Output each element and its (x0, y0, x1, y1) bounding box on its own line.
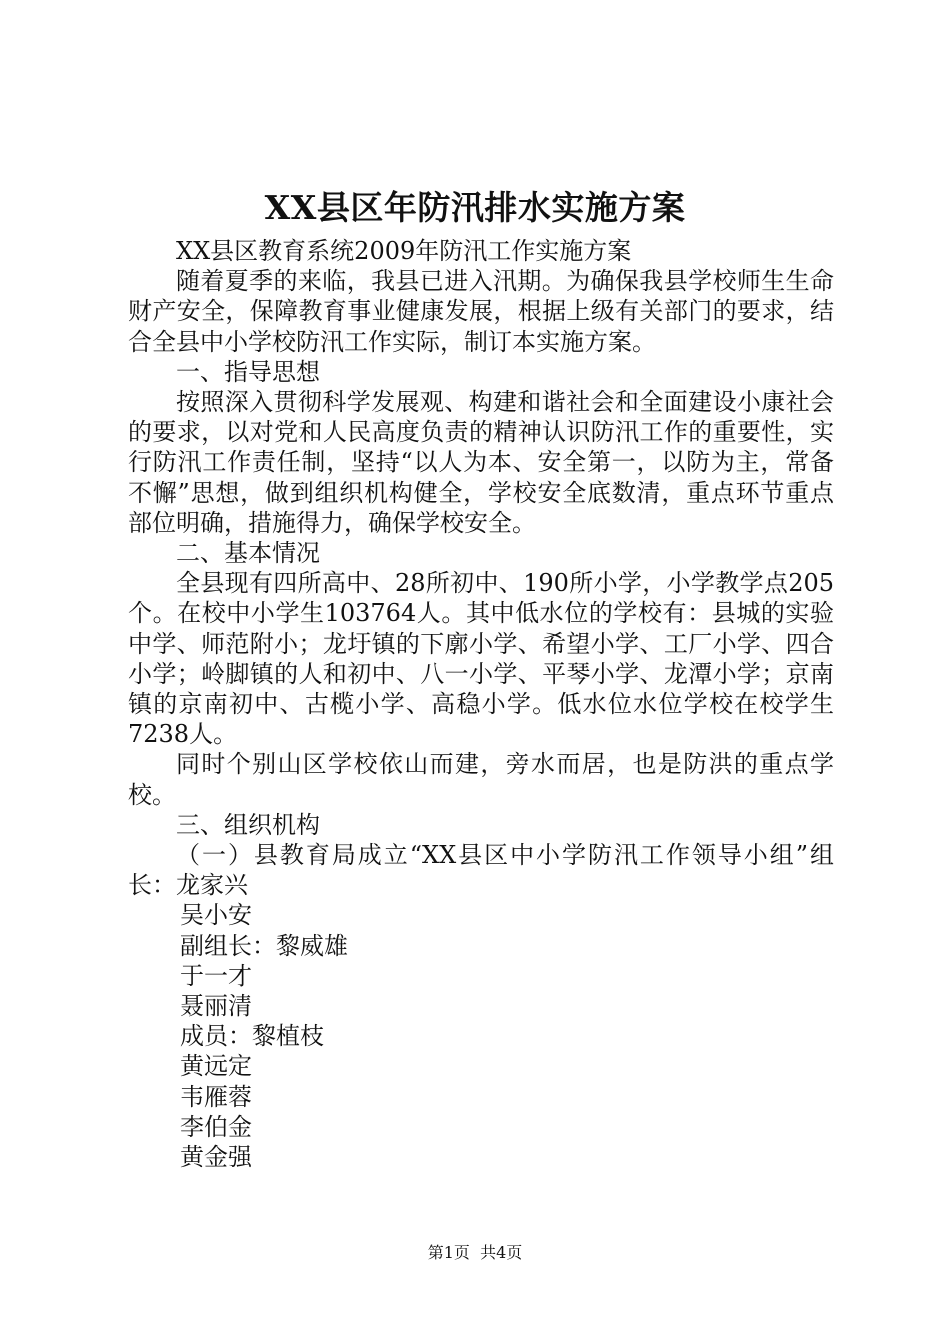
name-line: 韦雁蓉 (180, 1082, 252, 1111)
subtitle-paragraph: XX县区教育系统2009年防汛工作实施方案 (176, 237, 632, 265)
name-line: 黄远定 (180, 1052, 252, 1081)
section-heading-guidance: 一、指导思想 (176, 357, 320, 386)
name-line: 于一才 (180, 961, 252, 990)
intro-paragraph: 随着夏季的来临，我县已进入汛期。为确保我县学校师生生命财产安全，保障教育事业健康发展，根据上级有关部门的要求，结合全县中小学校防汛工作实际，制订本实施方案。 (128, 267, 834, 356)
name-line: 吴小安 (180, 901, 252, 930)
page-footer: 第1页 共4页 (427, 1243, 523, 1262)
document-body (128, 236, 834, 1172)
name-line: 黄金强 (180, 1143, 252, 1172)
name-line: 副组长：黎威雄 (180, 931, 348, 960)
mountain-schools-paragraph: 同时个别山区学校依山而建，旁水而居，也是防洪的重点学校。 (128, 750, 834, 809)
guidance-paragraph: 按照深入贯彻科学发展观、构建和谐社会和全面建设小康社会的要求，以对党和人民高度负责的精神认识防汛工作的重要性，实行防汛工作责任制，坚持“以人为本、安全第一，以防为主，常备不懈”思想，做到组织机构健全，学校安全底数清，重点环节重点部位明确，措施得力，确保学校安全。 (128, 388, 834, 537)
document-title: XX县区年防汛排水实施方案 (264, 188, 686, 227)
name-line: 成员：黎植枝 (180, 1022, 324, 1051)
name-line: 李伯金 (180, 1112, 252, 1141)
situation-paragraph: 全县现有四所高中、28所初中、190所小学，小学教学点205个。在校中小学生103764人。其中低水位的学校有：县城的实验中学、师范附小；龙圩镇的下廓小学、希望小学、工厂小学、四合小学；岭脚镇的人和初中、八一小学、平琴小学、龙潭小学；京南镇的京南初中、古榄小学、高稳小学。低水位水位学校在校学生7238人。 (128, 569, 834, 749)
leadership-group-paragraph: （一）县教育局成立“XX县区中小学防汛工作领导小组”组长：龙家兴 (128, 841, 834, 900)
name-line: 聂丽清 (180, 992, 252, 1021)
section-heading-situation: 二、基本情况 (176, 539, 320, 568)
section-heading-organization: 三、组织机构 (176, 810, 320, 839)
